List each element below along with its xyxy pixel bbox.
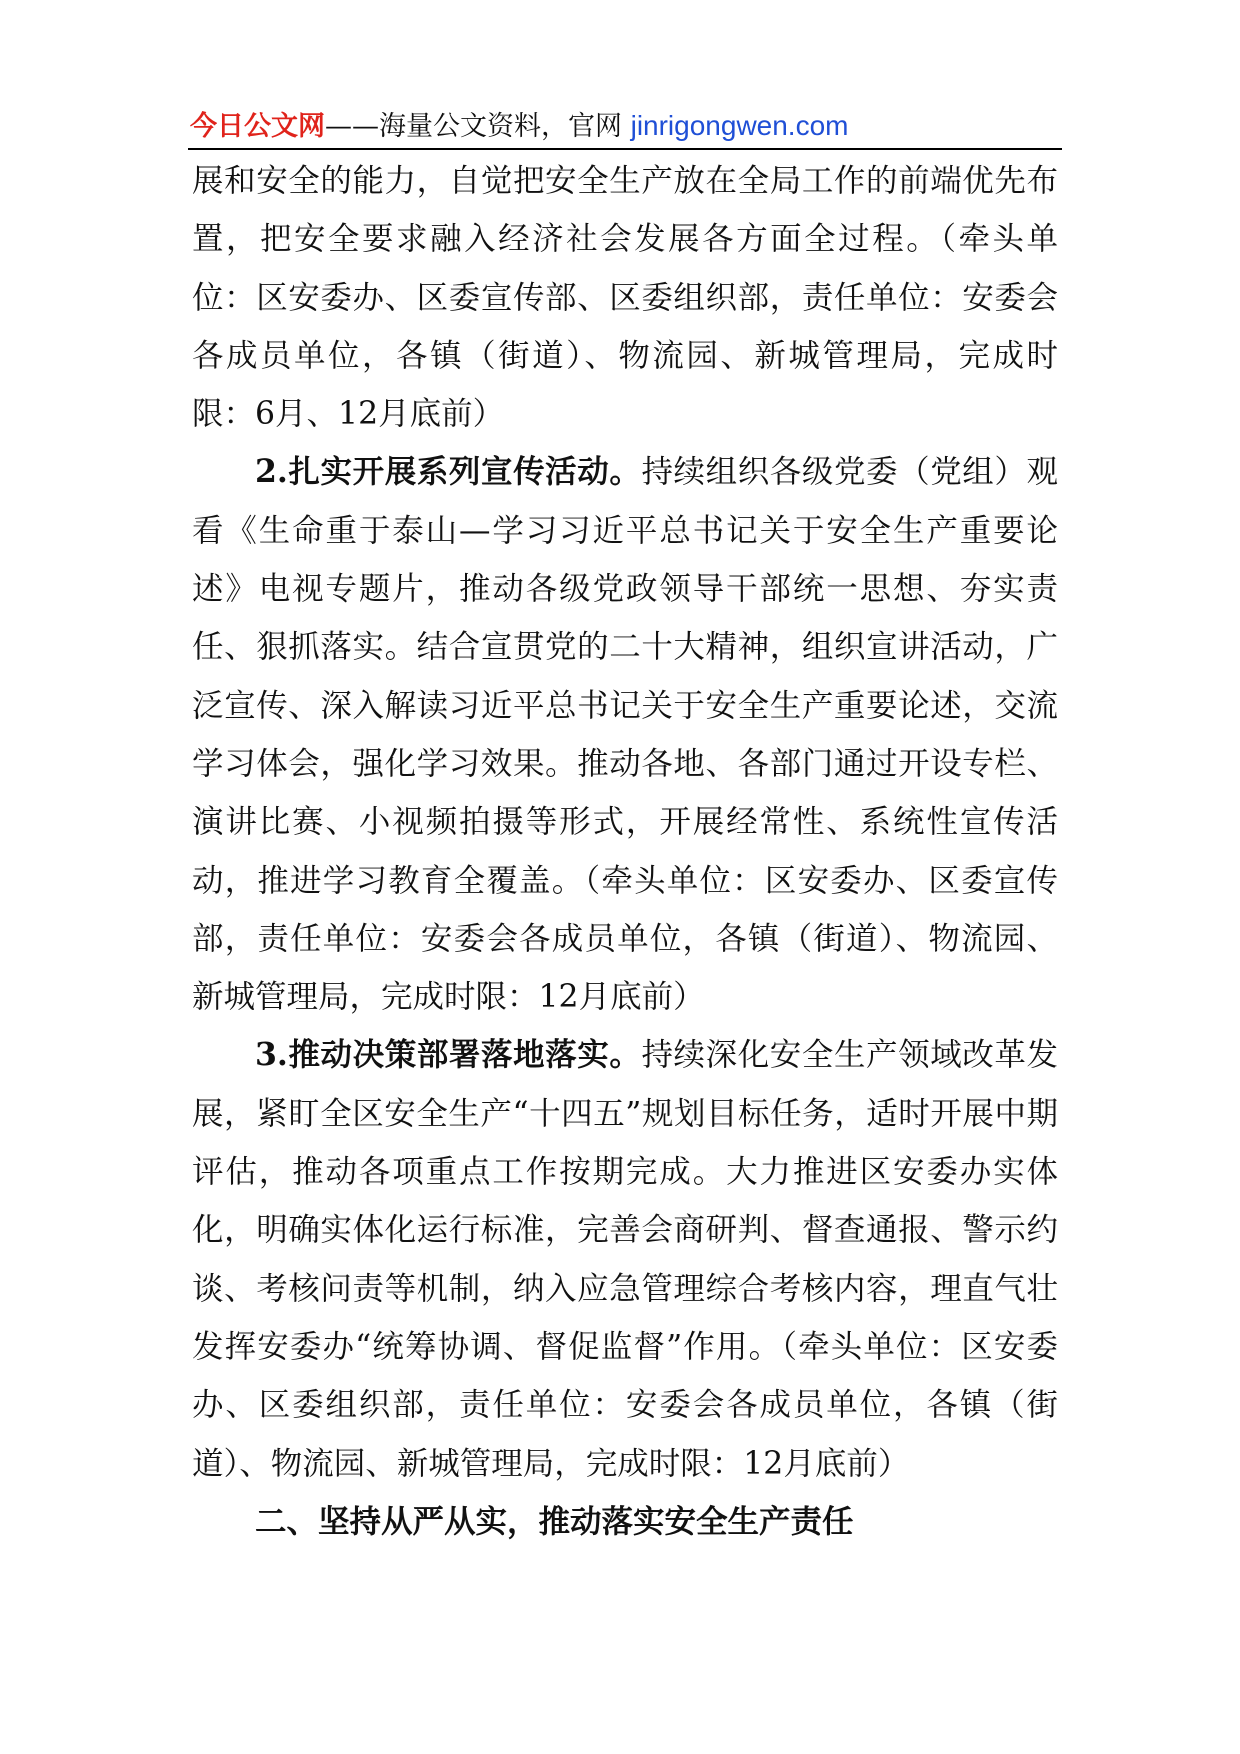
item-heading: 3.推动决策部署落地落实。 [255,1036,642,1074]
page-header [190,104,1060,148]
paragraph-text: 持续组织各级党委（党组）观看《生命重于泰山—学习习近平总书记关于安全生产重要论述》电视专题片，推动各级党政领导干部统一思想、夯实责任、狠抓落实。结合宣贯党的二十大精神，组织宣讲活动，广泛宣传、深入解读习近平总书记关于安全生产重要论述，交流学习体会，强化学习效果。推动各地、各部门通过开设专栏、演讲比赛、小视频拍摄等形式，开展经常性、系统性宣传活动，推进学习教育全覆盖。（牵头单位：区安委办、区委宣传部，责任单位：安委会各成员单位，各镇（街道）、物流园、新城管理局，完成时限：12月底前） [192,454,1058,1016]
paragraph-text: 展和安全的能力，自觉把安全生产放在全局工作的前端优先布置，把安全要求融入经济社会发展各方面全过程。（牵头单位：区安委办、区委宣传部、区委组织部，责任单位：安委会各成员单位，各镇（街道）、物流园、新城管理局，完成时限：6月、12月底前） [192,163,1058,433]
header-divider [188,148,1062,150]
website-link[interactable]: jinrigongwen.com [630,110,849,141]
paragraph-item-2 [192,443,1058,1026]
item-heading: 2.扎实开展系列宣传活动。 [255,453,642,491]
section-heading: 二、坚持从严从实，推动落实安全生产责任 [255,1503,854,1540]
document-body [192,152,1058,1551]
paragraph-text: 持续深化安全生产领域改革发展，紧盯全区安全生产“十四五”规划目标任务，适时开展中期评估，推动各项重点工作按期完成。大力推进区安委办实体化，明确实体化运行标准，完善会商研判、督查通报、警示约谈、考核问责等机制，纳入应急管理综合考核内容，理直气壮发挥安委办“统筹协调、督促监督”作用。（牵头单位：区安委办、区委组织部，责任单位：安委会各成员单位，各镇（街道）、物流园、新城管理局，完成时限：12月底前） [192,1037,1058,1482]
paragraph-continuation [192,152,1058,443]
brand-logo-text: 今日公文网 [190,111,325,142]
paragraph-item-3 [192,1026,1058,1492]
header-tagline: ——海量公文资料，官网 [325,111,631,142]
